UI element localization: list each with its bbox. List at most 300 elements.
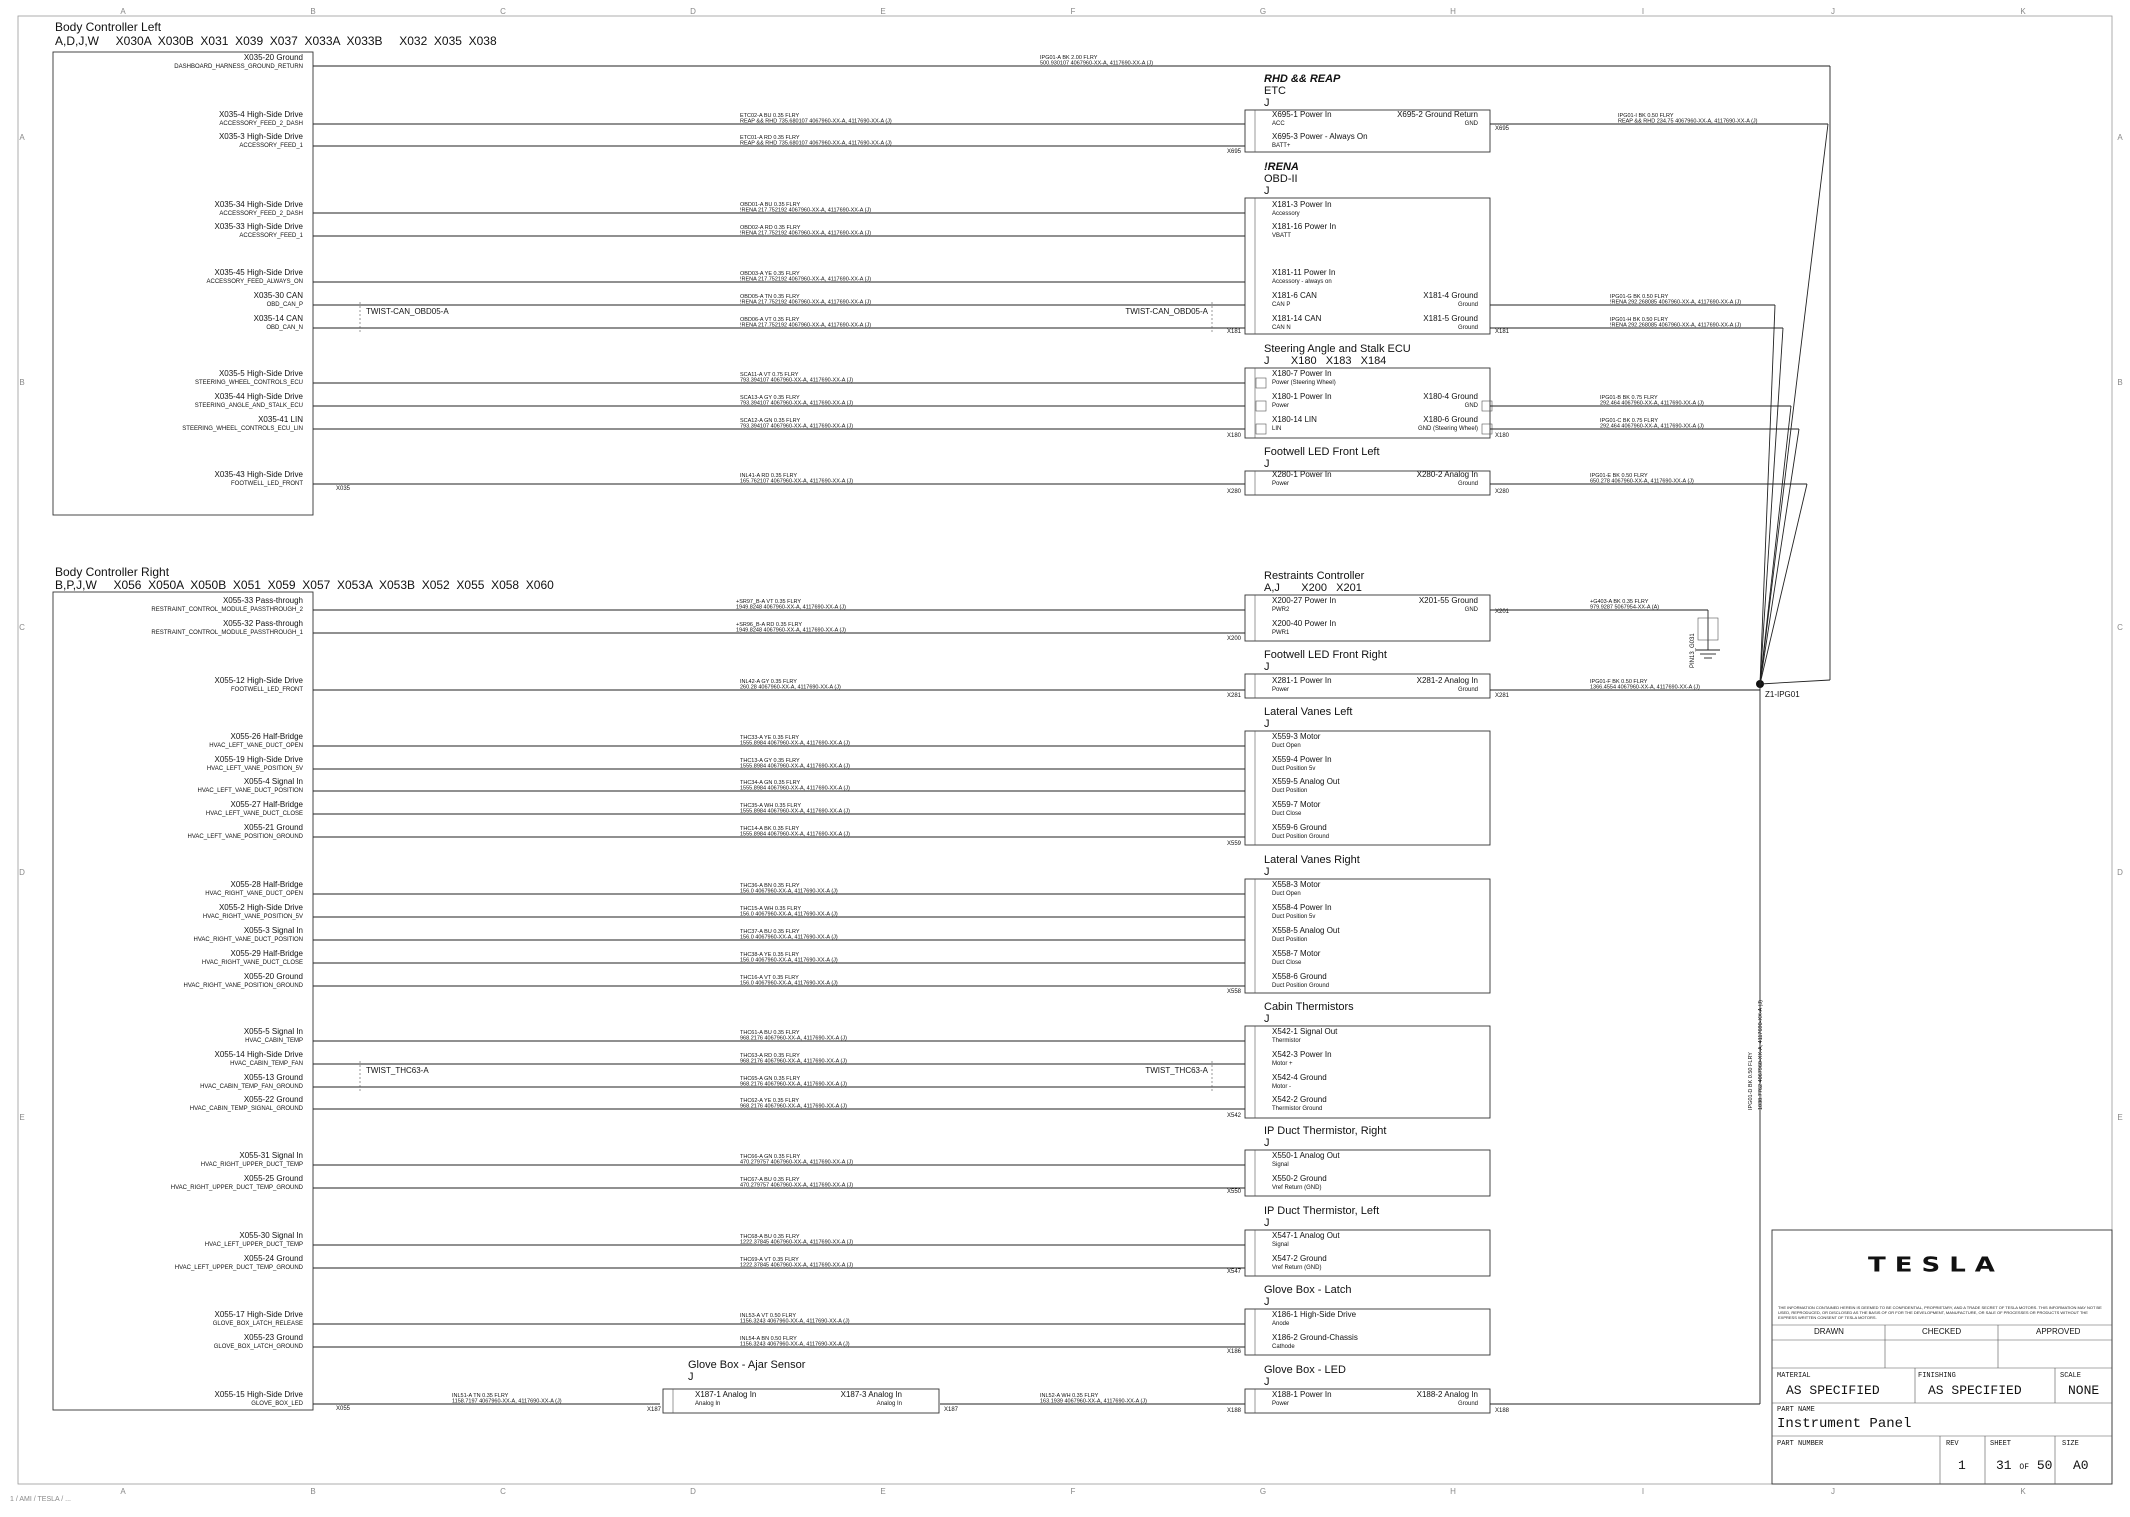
material-label: MATERIAL <box>1777 1372 1811 1380</box>
wire-label: INL51-A TN 0.35 FLRY <box>452 1393 509 1399</box>
bcr-pin-name: X055-12 High-Side Drive <box>214 676 303 685</box>
obd-pin-signal: Accessory - always on <box>1272 279 1332 285</box>
grid-col-top: B <box>310 7 316 16</box>
wire-label: +SR97_B-A VT 0.35 FLRY <box>736 599 802 605</box>
obd-pin: X181-3 Power In <box>1272 200 1332 209</box>
wire-label: THC68-A BU 0.35 FLRY <box>740 1234 800 1240</box>
sheet-of: OF <box>2019 1463 2030 1472</box>
grid-reference-labels <box>19 7 2123 1496</box>
wire-label: THC14-A BK 0.35 FLRY <box>740 826 800 832</box>
shield-square-icon <box>1256 401 1266 411</box>
lvr-pin: X558-4 Power In <box>1272 903 1332 912</box>
bcl-pin-signal: ACCESSORY_FEED_ALWAYS_ON <box>206 279 303 285</box>
gbled-tag-right: X188 <box>1495 1408 1510 1414</box>
wire-spec: REAP && RHD 735.680107 4067960-XX-A, 4117690-XX-A (J) <box>740 118 892 125</box>
steer-pin-signal: Power (Steering Wheel) <box>1272 380 1336 386</box>
bcl-pin-signal: ACCESSORY_FEED_1 <box>239 143 303 149</box>
ground-wire-label: IPG01-I BK 0.50 FLRY <box>1618 113 1674 119</box>
wire-label: INL41-A RD 0.35 FLRY <box>740 473 798 479</box>
shield-square-icon <box>1256 378 1266 388</box>
gbled-connector-list: J <box>1264 1376 1270 1388</box>
bcl-pin-name: X035-43 High-Side Drive <box>214 470 303 479</box>
wire-spec: 1222.37845 4067960-XX-A, 4117690-XX-A (J) <box>740 1262 854 1269</box>
wire-label: OBD02-A RD 0.35 FLRY <box>740 225 801 231</box>
etc-pin-signal: BATT+ <box>1272 143 1291 149</box>
grid-col-top: F <box>1070 7 1076 16</box>
ground-wire <box>1760 305 1775 684</box>
obd-name: OBD-II <box>1264 173 1298 185</box>
steer-pin: X180-7 Power In <box>1272 369 1332 378</box>
lvl-pin: X559-4 Power In <box>1272 755 1332 764</box>
bcr-conn-tag: X055 <box>336 1406 351 1412</box>
obd-pin-signal: CAN N <box>1272 325 1291 331</box>
grid-col-top: K <box>2020 7 2026 16</box>
bcl-pin-signal: FOOTWELL_LED_FRONT <box>230 481 303 487</box>
ground-wire-spec: !RENA 292.268085 4067960-XX-A, 4117690-XX-A (J) <box>1610 322 1742 329</box>
gbled-rpin-signal: Ground <box>1457 1401 1478 1407</box>
fwl-tag-right: X280 <box>1495 489 1510 495</box>
steer-connector-list: J X180 X183 X184 <box>1264 355 1387 367</box>
bcl-pin-signal: STEERING_WHEEL_CONTROLS_ECU_LIN <box>182 426 303 432</box>
obd-pin-signal: Accessory <box>1272 211 1300 217</box>
wire-label: IPG01-A BK 2.00 FLRY <box>1040 55 1098 61</box>
wire-label: OBD01-A BU 0.35 FLRY <box>740 202 801 208</box>
gbl-pin-signal: Cathode <box>1272 1344 1295 1350</box>
etc-rpin: X695-2 Ground Return <box>1397 110 1478 119</box>
etc-pin-signal: ACC <box>1272 121 1285 127</box>
grid-col-bottom: B <box>310 1487 316 1496</box>
obd-condition: !RENA <box>1264 161 1299 173</box>
etc-rpin-signal: GND <box>1464 121 1478 127</box>
wire-label: OBD05-A TN 0.35 FLRY <box>740 294 800 300</box>
lvr-pin-signal: Duct Open <box>1272 891 1301 897</box>
obd-pin-signal: VBATT <box>1272 233 1291 239</box>
gbled-pin: X188-1 Power In <box>1272 1390 1332 1399</box>
wire-label: THC33-A YE 0.35 FLRY <box>740 735 800 741</box>
gbl-pin: X186-1 High-Side Drive <box>1272 1310 1357 1319</box>
part-number-label: PART NUMBER <box>1777 1440 1824 1448</box>
wire-spec: 156.0 4067960-XX-A, 4117690-XX-A (J) <box>740 980 838 987</box>
etc-name: ETC <box>1264 85 1286 97</box>
bcr-pin-name: X055-22 Ground <box>243 1095 303 1104</box>
wire-label: THC13-A GY 0.35 FLRY <box>740 758 800 764</box>
grid-col-top: C <box>500 7 506 16</box>
bcr-pin-signal: HVAC_CABIN_TEMP_FAN_GROUND <box>200 1084 303 1090</box>
ground-wire-spec: REAP && RHD 234.75 4067960-XX-A, 4117690-XX-A (J) <box>1618 118 1758 125</box>
ipl-pin: X547-1 Analog Out <box>1272 1231 1340 1240</box>
wire-label: THC67-A BU 0.35 FLRY <box>740 1177 800 1183</box>
bcr-pin-name: X055-25 Ground <box>243 1174 303 1183</box>
ground-wire-spec: 979.9287 5067954-XX-A (A) <box>1590 604 1660 611</box>
bcr-pin-name: X055-19 High-Side Drive <box>214 755 303 764</box>
bcr-pin-name: X055-14 High-Side Drive <box>214 1050 303 1059</box>
wire-label: THC69-A VT 0.35 FLRY <box>740 1257 799 1263</box>
bcl-connectors: A,D,J,W X030A X030B X031 X039 X037 X033A X033B X032 X035 X038 <box>55 34 497 48</box>
bcr-pin-signal: HVAC_LEFT_VANE_DUCT_OPEN <box>209 743 303 749</box>
grid-col-bottom: G <box>1259 1487 1267 1496</box>
ground-wire-spec: !RENA 292.268085 4067960-XX-A, 4117690-XX-A (J) <box>1610 299 1742 306</box>
wire-spec: 968.2176 4067960-XX-A, 4117690-XX-A (J) <box>740 1035 847 1042</box>
wire-label: THC35-A WH 0.35 FLRY <box>740 803 802 809</box>
bcl-conn-tag: X035 <box>336 486 351 492</box>
bcl-pin-signal: DASHBOARD_HARNESS_GROUND_RETURN <box>174 64 303 70</box>
bcr-pin-name: X055-27 Half-Bridge <box>230 800 303 809</box>
grid-row-right: D <box>2117 868 2123 877</box>
part-name-label: PART NAME <box>1777 1406 1815 1414</box>
fwl-name: Footwell LED Front Left <box>1264 446 1380 458</box>
body-controller-right-box <box>53 592 313 1410</box>
bcr-pin-name: X055-5 Signal In <box>243 1027 303 1036</box>
steer-rpin: X180-6 Ground <box>1423 415 1478 424</box>
rc-tag: X200 <box>1227 636 1242 642</box>
ct-pin: X542-1 Signal Out <box>1272 1027 1338 1036</box>
bcr-pin-name: X055-31 Signal In <box>239 1151 303 1160</box>
lvr-pin: X558-3 Motor <box>1272 880 1321 889</box>
ipr-pin: X550-1 Analog Out <box>1272 1151 1340 1160</box>
steer-tag-right: X180 <box>1495 433 1510 439</box>
grid-col-bottom: J <box>1831 1487 1835 1496</box>
bcr-pin-signal: HVAC_RIGHT_UPPER_DUCT_TEMP_GROUND <box>170 1185 303 1191</box>
wire-label: THC62-A YE 0.35 FLRY <box>740 1098 800 1104</box>
wire-spec: 260.28 4067960-XX-A, 4117690-XX-A (J) <box>740 684 841 691</box>
lvr-connector-list: J <box>1264 866 1270 878</box>
obd-rpin-signal: Ground <box>1457 302 1478 308</box>
wire-label: SCA13-A GY 0.35 FLRY <box>740 395 800 401</box>
lvl-tag: X559 <box>1227 841 1242 847</box>
bcr-pin-list <box>151 596 303 1407</box>
wire-spec: 470.279757 4067960-XX-A, 4117690-XX-A (J) <box>740 1159 854 1166</box>
steer-rpin-signal: GND (Steering Wheel) <box>1417 426 1478 432</box>
finishing-value: AS SPECIFIED <box>1928 1383 2022 1398</box>
wire-label: THC61-A BU 0.35 FLRY <box>740 1030 800 1036</box>
ct-pin-signal: Motor + <box>1272 1061 1293 1067</box>
wire-spec: 1555.8984 4067960-XX-A, 4117690-XX-A (J) <box>740 808 850 815</box>
gbl-pin: X186-2 Ground-Chassis <box>1272 1333 1358 1342</box>
wire-spec: 1156.3243 4067960-XX-A, 4117690-XX-A (J) <box>740 1341 850 1348</box>
bcr-pin-signal: GLOVE_BOX_LED <box>251 1401 303 1407</box>
bcl-pin-signal: STEERING_ANGLE_AND_STALK_ECU <box>194 403 303 409</box>
wire-spec: 968.2176 4067960-XX-A, 4117690-XX-A (J) <box>740 1081 847 1088</box>
gba-rpin-signal: Analog In <box>876 1401 902 1407</box>
lvr-name: Lateral Vanes Right <box>1264 854 1360 866</box>
bcr-pin-signal: GLOVE_BOX_LATCH_GROUND <box>213 1344 303 1350</box>
obd-rpin-signal: Ground <box>1457 325 1478 331</box>
grid-col-bottom: C <box>500 1487 506 1496</box>
grid-col-top: H <box>1450 7 1456 16</box>
ct-pin: X542-4 Ground <box>1272 1073 1327 1082</box>
fwl-pin-signal: Power <box>1272 481 1290 487</box>
bcl-pin-name: X035-20 Ground <box>243 53 303 62</box>
lvl-pin: X559-5 Analog Out <box>1272 777 1340 786</box>
footer-note: 1 / AMI / TESLA / ... <box>10 1496 71 1503</box>
gbled-pin-signal: Power <box>1272 1401 1290 1407</box>
grid-row-right: B <box>2117 378 2123 387</box>
steer-pin: X180-1 Power In <box>1272 392 1332 401</box>
ct-name: Cabin Thermistors <box>1264 1001 1354 1013</box>
bcr-pin-signal: RESTRAINT_CONTROL_MODULE_PASSTHROUGH_1 <box>151 630 303 636</box>
steer-tag: X180 <box>1227 433 1242 439</box>
gbl-pin-signal: Anode <box>1272 1321 1290 1327</box>
bcr-pin-name: X055-29 Half-Bridge <box>230 949 303 958</box>
bcr-pin-signal: HVAC_RIGHT_UPPER_DUCT_TEMP <box>200 1162 303 1168</box>
bcr-pin-signal: HVAC_RIGHT_VANE_DUCT_OPEN <box>205 891 303 897</box>
bcl-pin-signal: OBD_CAN_N <box>266 325 303 331</box>
wire-label: ETC01-A RD 0.35 FLRY <box>740 135 800 141</box>
shield-square-icon <box>1256 424 1266 434</box>
fwr-connector-list: J <box>1264 661 1270 673</box>
lvl-pin-signal: Duct Position 5v <box>1272 766 1316 772</box>
ground-wire-label: IPG01-H BK 0.50 FLRY <box>1610 317 1668 323</box>
bcl-pin-name: X035-3 High-Side Drive <box>218 132 303 141</box>
wire-spec: 793.394107 4067960-XX-A, 4117690-XX-A (J) <box>740 400 854 407</box>
grid-row-right: C <box>2117 623 2123 632</box>
grid-row-right: A <box>2117 133 2123 142</box>
wire-label: OBD06-A VT 0.35 FLRY <box>740 317 800 323</box>
wire-spec: !RENA 217.752192 4067960-XX-A, 4117690-XX-A (J) <box>740 322 872 329</box>
wire-label: OBD03-A YE 0.35 FLRY <box>740 271 800 277</box>
sheet-total: 50 <box>2036 1458 2053 1473</box>
wire-spec: 165.762107 4067960-XX-A, 4117690-XX-A (J) <box>740 478 854 485</box>
rc-rpin-signal: GND <box>1464 607 1478 613</box>
lvr-pin-signal: Duct Position <box>1272 937 1308 943</box>
gbl-name: Glove Box - Latch <box>1264 1284 1352 1296</box>
gba-tag: X187 <box>647 1407 662 1413</box>
grid-col-bottom: E <box>880 1487 886 1496</box>
fwl-tag: X280 <box>1227 489 1242 495</box>
obd-rpin: X181-4 Ground <box>1423 291 1478 300</box>
wire-label: ETC02-A BU 0.35 FLRY <box>740 113 800 119</box>
ipr-pin: X550-2 Ground <box>1272 1174 1327 1183</box>
grid-col-top: G <box>1259 7 1267 16</box>
wire-spec: !RENA 217.752192 4067960-XX-A, 4117690-XX-A (J) <box>740 230 872 237</box>
etc-pin: X695-1 Power In <box>1272 110 1332 119</box>
steer-pin-signal: LIN <box>1272 426 1282 432</box>
lvl-pin-signal: Duct Open <box>1272 743 1301 749</box>
ground-wire-spec: 1038.7762 4067960-XX-A, 4117690-XX-A (J) <box>1758 1000 1764 1110</box>
ipr-tag: X550 <box>1227 1189 1242 1195</box>
gbled-tag: X188 <box>1227 1408 1242 1414</box>
gbled-rpin: X188-2 Analog In <box>1416 1390 1478 1399</box>
ipl-pin-signal: Signal <box>1272 1242 1289 1248</box>
ct-pin: X542-2 Ground <box>1272 1095 1327 1104</box>
wire-label: THC65-A GN 0.35 FLRY <box>740 1076 801 1082</box>
bcl-pin-name: X035-33 High-Side Drive <box>214 222 303 231</box>
ground-wire-spec: 650.278 4067960-XX-A, 4117690-XX-A (J) <box>1590 478 1694 485</box>
lvr-pin: X558-7 Motor <box>1272 949 1321 958</box>
gba-rpin: X187-3 Analog In <box>840 1390 902 1399</box>
bcl-pin-list <box>174 53 303 487</box>
ground-wire-label: IPG01-D BK 0.50 FLRY <box>1748 1052 1754 1110</box>
bcr-pin-signal: HVAC_LEFT_VANE_POSITION_GROUND <box>187 834 303 840</box>
material-value: AS SPECIFIED <box>1786 1383 1880 1398</box>
ipl-pin-signal: Vref Return (GND) <box>1272 1265 1322 1271</box>
size-value: A0 <box>2073 1458 2089 1473</box>
wire-label: THC63-A RD 0.35 FLRY <box>740 1053 800 1059</box>
wire-label: SCA11-A VT 0.75 FLRY <box>740 372 799 378</box>
etc-tag: X695 <box>1227 149 1242 155</box>
ground-wire-label: IPG01-B BK 0.75 FLRY <box>1600 395 1658 401</box>
fwl-pin: X280-1 Power In <box>1272 470 1332 479</box>
obd-pin: X181-6 CAN <box>1272 291 1317 300</box>
grid-row-left: D <box>19 868 25 877</box>
wire-label: THC15-A WH 0.35 FLRY <box>740 906 802 912</box>
ipr-pin-signal: Vref Return (GND) <box>1272 1185 1322 1191</box>
ipl-name: IP Duct Thermistor, Left <box>1264 1205 1380 1217</box>
confidential-disclaimer: THE INFORMATION CONTAINED HEREIN IS DEEMED TO BE CONFIDENTIAL, PROPRIETARY, AND A TRADE SECRET OF TESLA MOTORS. THIS INFORMATION MAY NOT BE USED, REPRODUCED, OR DISCLOSED AS THE BASIS OF OR FOR THE DEVELOPMENT, MANUFACTURE, OR SALE OF PROCESSES OR PRODUCTS WITHOUT THE EXPRESS WRITTEN CONSENT OF TESLA MOTORS. <box>1778 1305 2102 1320</box>
bcl-title: Body Controller Left <box>55 20 162 34</box>
bcl-pin-name: X035-44 High-Side Drive <box>214 392 303 401</box>
bcl-pin-name: X035-4 High-Side Drive <box>218 110 303 119</box>
grid-row-right: E <box>2117 1113 2123 1122</box>
rc-connector-list: A,J X200 X201 <box>1264 582 1362 594</box>
checked-label: CHECKED <box>1922 1327 1962 1336</box>
wire-spec: 968.2176 4067960-XX-A, 4117690-XX-A (J) <box>740 1058 847 1065</box>
ground-wire-label: IPG01-C BK 0.75 FLRY <box>1600 418 1658 424</box>
gba-pin: X187-1 Analog In <box>695 1390 757 1399</box>
wire-spec: 156.0 4067960-XX-A, 4117690-XX-A (J) <box>740 957 838 964</box>
wire-label: THC16-A VT 0.35 FLRY <box>740 975 799 981</box>
obd-pin: X181-14 CAN <box>1272 314 1322 323</box>
ipl-tag: X547 <box>1227 1269 1242 1275</box>
fwr-name: Footwell LED Front Right <box>1264 649 1387 661</box>
bcl-pin-name: X035-45 High-Side Drive <box>214 268 303 277</box>
lvr-pin: X558-6 Ground <box>1272 972 1327 981</box>
wire-group <box>313 55 1766 1412</box>
wire-spec: 1222.37845 4067960-XX-A, 4117690-XX-A (J) <box>740 1239 854 1246</box>
wire-label: INL53-A VT 0.50 FLRY <box>740 1313 797 1319</box>
bcr-pin-signal: HVAC_CABIN_TEMP_FAN <box>230 1061 303 1067</box>
lvl-pin-signal: Duct Position Ground <box>1272 834 1330 840</box>
fwl-rpin: X280-2 Analog In <box>1416 470 1478 479</box>
ground-wire-label: IPG01-F BK 0.50 FLRY <box>1590 679 1648 685</box>
grid-col-bottom: K <box>2020 1487 2026 1496</box>
twist-label: TWIST-CAN_OBD05-A <box>1125 307 1208 316</box>
steer-rpin-signal: GND <box>1464 403 1478 409</box>
rc-name: Restraints Controller <box>1264 570 1365 582</box>
etc-connector-list: J <box>1264 97 1270 109</box>
wire-spec: 156.0 4067960-XX-A, 4117690-XX-A (J) <box>740 888 838 895</box>
wire-label: THC34-A GN 0.35 FLRY <box>740 780 801 786</box>
fwl-connector-list: J <box>1264 458 1270 470</box>
lvr-pin: X558-5 Analog Out <box>1272 926 1340 935</box>
ground-wire-label: IPG01-G BK 0.50 FLRY <box>1610 294 1669 300</box>
gba-pin-signal: Analog In <box>695 1401 721 1407</box>
ground-wire-spec: 292.464 4067960-XX-A, 4117690-XX-A (J) <box>1600 423 1704 430</box>
obd-rpin: X181-5 Ground <box>1423 314 1478 323</box>
bcr-pin-signal: HVAC_RIGHT_VANE_DUCT_POSITION <box>193 937 303 943</box>
gba-tag-right: X187 <box>944 1407 959 1413</box>
bcl-pin-signal: ACCESSORY_FEED_2_DASH <box>219 121 303 127</box>
bcr-pin-signal: HVAC_LEFT_UPPER_DUCT_TEMP <box>204 1242 303 1248</box>
scale-value: NONE <box>2068 1383 2100 1398</box>
rc-pin-signal: PWR1 <box>1272 630 1290 636</box>
part-name-value: Instrument Panel <box>1777 1416 1912 1432</box>
bcr-pin-name: X055-30 Signal In <box>239 1231 303 1240</box>
wire-spec: 156.0 4067960-XX-A, 4117690-XX-A (J) <box>740 911 838 918</box>
grid-col-bottom: F <box>1070 1487 1076 1496</box>
ct-pin-signal: Motor - <box>1272 1084 1292 1090</box>
bcr-pin-signal: HVAC_LEFT_VANE_DUCT_CLOSE <box>205 811 303 817</box>
bcr-pin-signal: HVAC_CABIN_TEMP_SIGNAL_GROUND <box>189 1106 303 1112</box>
sheet-label: SHEET <box>1990 1440 2012 1448</box>
ipr-name: IP Duct Thermistor, Right <box>1264 1125 1387 1137</box>
ground-wire <box>1760 680 1830 684</box>
twist-label: TWIST_THC63-A <box>1145 1066 1208 1075</box>
bcr-pin-name: X055-15 High-Side Drive <box>214 1390 303 1399</box>
bcr-pin-name: X055-23 Ground <box>243 1333 303 1342</box>
wire-label: THC36-A BN 0.35 FLRY <box>740 883 800 889</box>
ground-wire-spec: 1366.4554 4067960-XX-A, 4117690-XX-A (J) <box>1590 684 1700 691</box>
twist-label: TWIST_THC63-A <box>366 1066 429 1075</box>
drawn-label: DRAWN <box>1814 1327 1844 1336</box>
fwl-rpin-signal: Ground <box>1457 481 1478 487</box>
grid-col-top: J <box>1831 7 1835 16</box>
ground-point-label: PIN13_G031 <box>1690 633 1696 668</box>
ground-wire <box>1760 124 1828 684</box>
grid-row-left: B <box>19 378 25 387</box>
wire-label: THC66-A GN 0.35 FLRY <box>740 1154 801 1160</box>
bcr-pin-name: X055-32 Pass-through <box>222 619 303 628</box>
twist-label: TWIST-CAN_OBD05-A <box>366 307 449 316</box>
wire-spec: 968.2176 4067960-XX-A, 4117690-XX-A (J) <box>740 1103 847 1110</box>
wire-label: INL52-A WH 0.35 FLRY <box>1040 1393 1099 1399</box>
wire-spec: 500.930107 4067960-XX-A, 4117690-XX-A (J) <box>1040 60 1154 67</box>
obd-pin-signal: CAN P <box>1272 302 1291 308</box>
bcr-pin-name: X055-4 Signal In <box>243 777 303 786</box>
wire-spec: !RENA 217.752192 4067960-XX-A, 4117690-XX-A (J) <box>740 299 872 306</box>
bcr-pin-signal: HVAC_LEFT_VANE_POSITION_5V <box>206 766 303 772</box>
wire-label: THC38-A YE 0.35 FLRY <box>740 952 800 958</box>
wire-spec: 793.394107 4067960-XX-A, 4117690-XX-A (J) <box>740 423 854 430</box>
gbl-tag: X186 <box>1227 1349 1242 1355</box>
fwr-rpin: X281-2 Analog In <box>1416 676 1478 685</box>
bcr-pin-signal: HVAC_LEFT_UPPER_DUCT_TEMP_GROUND <box>174 1265 303 1271</box>
bcr-pin-name: X055-26 Half-Bridge <box>230 732 303 741</box>
grid-row-left: C <box>19 623 25 632</box>
finishing-label: FINISHING <box>1918 1372 1956 1380</box>
grid-col-bottom: A <box>120 1487 126 1496</box>
bcr-pin-name: X055-28 Half-Bridge <box>230 880 303 889</box>
obd-tag-right: X181 <box>1495 329 1510 335</box>
bcl-pin-signal: STEERING_WHEEL_CONTROLS_ECU <box>194 380 303 386</box>
wire-label: INL54-A BN 0.50 FLRY <box>740 1336 797 1342</box>
scale-label: SCALE <box>2060 1372 2082 1380</box>
sheet-num: 31 <box>1996 1458 2012 1473</box>
ct-tag: X542 <box>1227 1113 1242 1119</box>
wire-spec: 470.279757 4067960-XX-A, 4117690-XX-A (J) <box>740 1182 854 1189</box>
wire-spec: 1156.3243 4067960-XX-A, 4117690-XX-A (J) <box>740 1318 850 1325</box>
ground-bus <box>1490 66 1830 1404</box>
bcr-title: Body Controller Right <box>55 565 170 579</box>
lvr-tag: X558 <box>1227 989 1242 995</box>
gbl-connector-list: J <box>1264 1296 1270 1308</box>
fwr-pin: X281-1 Power In <box>1272 676 1332 685</box>
obd-pin: X181-11 Power In <box>1272 268 1336 277</box>
ground-wire-label: +G403-A BK 0.35 FLRY <box>1590 599 1649 605</box>
lvl-name: Lateral Vanes Left <box>1264 706 1353 718</box>
grid-col-top: E <box>880 7 886 16</box>
rev-value: 1 <box>1958 1458 1966 1473</box>
etc-tag-right: X695 <box>1495 126 1510 132</box>
bcl-pin-name: X035-41 LIN <box>258 415 303 424</box>
grid-col-bottom: H <box>1450 1487 1456 1496</box>
grid-col-top: A <box>120 7 126 16</box>
bcl-pin-name: X035-5 High-Side Drive <box>218 369 303 378</box>
grid-col-bottom: I <box>1641 1487 1645 1496</box>
wire-spec: 1555.8984 4067960-XX-A, 4117690-XX-A (J) <box>740 785 850 792</box>
bcr-pin-name: X055-2 High-Side Drive <box>218 903 303 912</box>
tesla-logo: TESLA <box>1868 1253 2004 1277</box>
